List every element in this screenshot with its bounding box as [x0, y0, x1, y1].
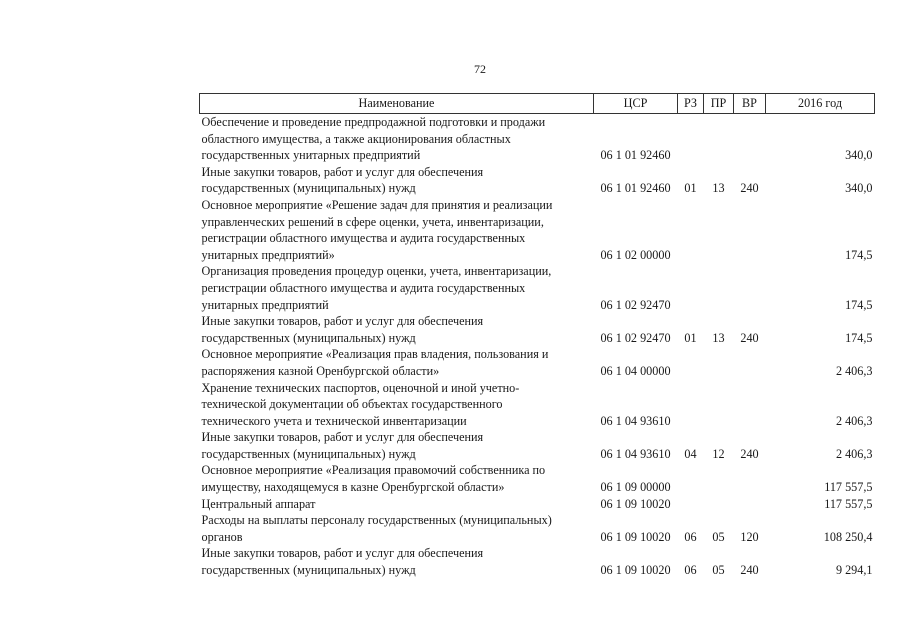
row-vr — [734, 263, 766, 313]
row-name-line: государственных унитарных предприятий — [201, 148, 421, 163]
row-pr: 13 — [712, 330, 725, 345]
row-amount: 340,0 — [845, 148, 873, 163]
table-body — [200, 114, 875, 579]
row-rz: 01 — [684, 181, 697, 196]
row-amount: 174,5 — [845, 247, 873, 262]
row-csr: 06 1 09 10020 — [600, 496, 671, 511]
row-pr: 12 — [712, 446, 725, 461]
row-pr — [704, 197, 734, 263]
row-vr — [734, 462, 766, 495]
row-vr: 240 — [740, 446, 759, 461]
row-rz — [678, 462, 704, 495]
row-pr: 05 — [712, 529, 725, 544]
row-vr — [734, 496, 766, 513]
row-amount: 2 406,3 — [835, 413, 873, 428]
row-name-line: управленческих решений в сфере оценки, учета, инвентаризации, — [201, 214, 544, 229]
row-name-line: Обеспечение и проведение предпродажной подготовки и продажи — [201, 115, 546, 129]
row-name — [200, 380, 594, 430]
row-name-line: органов — [201, 529, 243, 544]
row-name — [200, 496, 594, 513]
row-csr: 06 1 09 00000 — [600, 480, 671, 495]
table-row — [200, 380, 875, 430]
row-name-line: Организация проведения процедур оценки, учета, инвентаризации, — [201, 264, 552, 279]
header-name: Наименование — [200, 94, 594, 114]
row-name — [200, 197, 594, 263]
row-csr: 06 1 09 10020 — [600, 563, 671, 578]
table-row — [200, 197, 875, 263]
table-row — [200, 313, 875, 346]
row-rz — [678, 346, 704, 379]
header-pr: ПР — [704, 94, 734, 114]
header-csr: ЦСР — [594, 94, 678, 114]
row-name — [200, 164, 594, 197]
row-name-line: Основное мероприятие «Реализация прав владения, пользования и — [201, 347, 549, 362]
row-rz: 06 — [684, 563, 697, 578]
table-row — [200, 462, 875, 495]
row-csr: 06 1 02 00000 — [600, 247, 671, 262]
row-name-line: Хранение технических паспортов, оценочной и иной учетно- — [201, 380, 520, 395]
row-csr: 06 1 09 10020 — [600, 529, 671, 544]
row-csr: 06 1 02 92470 — [600, 297, 671, 312]
header-amount: 2016 год — [766, 94, 875, 114]
table-row — [200, 545, 875, 578]
row-amount: 117 557,5 — [824, 496, 873, 511]
table-row — [200, 164, 875, 197]
row-name — [200, 114, 594, 164]
row-name-line: Основное мероприятие «Реализация правомочий собственника по — [201, 463, 546, 478]
row-amount: 108 250,4 — [823, 529, 873, 544]
row-vr: 120 — [740, 529, 759, 544]
row-pr — [704, 346, 734, 379]
row-csr: 06 1 04 00000 — [600, 363, 671, 378]
row-name-line: государственных (муниципальных) нужд — [201, 446, 416, 461]
row-pr — [704, 114, 734, 164]
row-name — [200, 346, 594, 379]
table-row — [200, 346, 875, 379]
row-name-line: Иные закупки товаров, работ и услуг для обеспечения — [201, 314, 484, 329]
row-amount: 117 557,5 — [824, 480, 873, 495]
row-name-line: технической документации об объектах государственного — [201, 397, 503, 412]
row-name-line: областного имущества, а также акционирования областных — [201, 131, 511, 146]
row-rz: 04 — [684, 446, 697, 461]
row-vr — [734, 380, 766, 430]
row-amount: 340,0 — [845, 181, 873, 196]
row-vr: 240 — [740, 563, 759, 578]
row-name — [200, 545, 594, 578]
row-name-line: регистрации областного имущества и аудита государственных — [201, 280, 526, 295]
row-pr: 05 — [712, 563, 725, 578]
header-rz: РЗ — [678, 94, 704, 114]
row-pr — [704, 462, 734, 495]
row-pr — [704, 263, 734, 313]
row-name — [200, 512, 594, 545]
row-amount: 2 406,3 — [835, 363, 873, 378]
row-amount: 2 406,3 — [835, 446, 873, 461]
row-name-line: государственных (муниципальных) нужд — [201, 563, 416, 578]
table-row — [200, 263, 875, 313]
row-name — [200, 429, 594, 462]
row-rz — [678, 114, 704, 164]
row-name-line: Расходы на выплаты персоналу государственных (муниципальных) — [201, 513, 552, 528]
row-vr — [734, 197, 766, 263]
row-name-line: унитарных предприятий» — [201, 247, 335, 262]
row-pr — [704, 380, 734, 430]
table-row — [200, 114, 875, 164]
row-name-line: государственных (муниципальных) нужд — [201, 181, 416, 196]
row-vr: 240 — [740, 181, 759, 196]
row-pr — [704, 496, 734, 513]
row-rz — [678, 263, 704, 313]
row-csr: 06 1 01 92460 — [600, 148, 671, 163]
row-vr: 240 — [740, 330, 759, 345]
table-header-row — [200, 94, 875, 114]
row-vr — [734, 346, 766, 379]
row-csr: 06 1 04 93610 — [600, 413, 671, 428]
row-name-line: распоряжения казной Оренбургской области» — [201, 363, 440, 378]
row-name — [200, 313, 594, 346]
row-vr — [734, 114, 766, 164]
row-csr: 06 1 04 93610 — [600, 446, 671, 461]
row-pr: 13 — [712, 181, 725, 196]
row-name-line: Иные закупки товаров, работ и услуг для обеспечения — [201, 164, 484, 179]
row-csr: 06 1 02 92470 — [600, 330, 671, 345]
table-row — [200, 496, 875, 513]
table-row — [200, 512, 875, 545]
row-amount: 174,5 — [845, 297, 873, 312]
row-amount: 174,5 — [845, 330, 873, 345]
header-vr: ВР — [734, 94, 766, 114]
row-name-line: Иные закупки товаров, работ и услуг для обеспечения — [201, 430, 484, 445]
table-row — [200, 429, 875, 462]
row-name-line: регистрации областного имущества и аудита государственных — [201, 231, 526, 246]
row-name-line: имуществу, находящемуся в казне Оренбургской области» — [201, 480, 505, 495]
row-rz: 06 — [684, 529, 697, 544]
row-name-line: технического учета и технической инвентаризации — [201, 413, 467, 428]
row-rz — [678, 380, 704, 430]
row-name-line: Центральный аппарат — [201, 496, 316, 511]
budget-table — [199, 93, 875, 579]
page-number: 72 — [474, 62, 486, 76]
row-name-line: государственных (муниципальных) нужд — [201, 330, 416, 345]
row-rz — [678, 496, 704, 513]
row-amount: 9 294,1 — [835, 563, 873, 578]
row-csr: 06 1 01 92460 — [600, 181, 671, 196]
row-rz — [678, 197, 704, 263]
row-name-line: Иные закупки товаров, работ и услуг для обеспечения — [201, 546, 484, 561]
row-name-line: Основное мероприятие «Решение задач для принятия и реализации — [201, 197, 553, 212]
row-name-line: унитарных предприятий — [201, 297, 329, 312]
row-rz: 01 — [684, 330, 697, 345]
row-name — [200, 263, 594, 313]
row-name — [200, 462, 594, 495]
